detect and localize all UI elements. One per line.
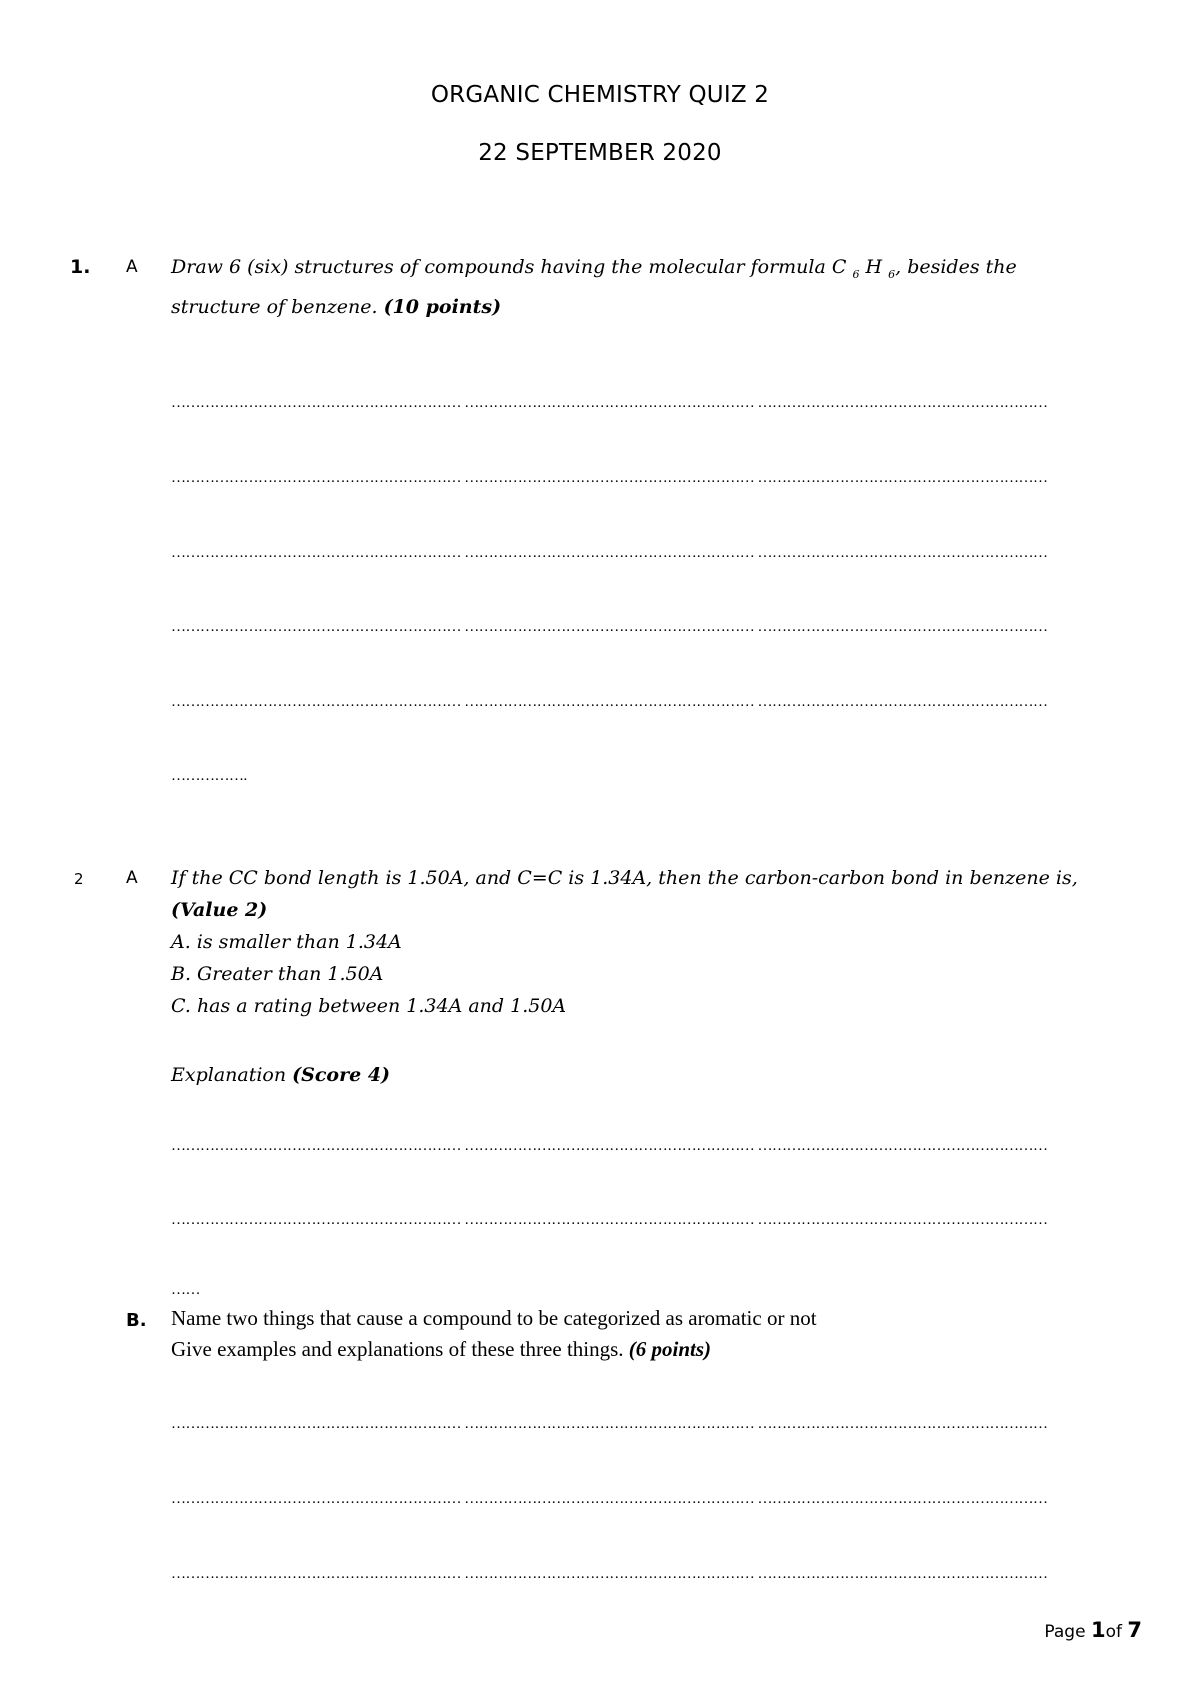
question-2b-part: B. — [126, 1310, 147, 1331]
question-2-part: A — [126, 868, 138, 888]
quiz-date: 22 SEPTEMBER 2020 — [478, 140, 722, 166]
formula-subscript-h: 6 — [888, 267, 896, 281]
page-of-label: of — [1105, 1622, 1122, 1642]
page-title: ORGANIC CHEMISTRY QUIZ 2 — [430, 82, 770, 108]
answer-line: …………………………………………………… …………………………………………………… …………………………………………………… — [171, 395, 1048, 411]
question-1-text-part1: Draw 6 (six) structures of compounds having the molecular formula C — [171, 256, 847, 278]
option-b: B. Greater than 1.50A — [171, 963, 384, 985]
answer-line-tail: …… — [171, 1282, 200, 1298]
formula-subscript-c: 6 — [852, 267, 860, 281]
answer-line: …………………………………………………… …………………………………………………… …………………………………………………… — [171, 545, 1048, 561]
question-2b-line1: Name two things that cause a compound to be categorized as aromatic or not — [171, 1306, 817, 1330]
question-2b-line2: Give examples and explanations of these three things. — [171, 1337, 624, 1361]
question-1-text-part2: , besides the — [895, 256, 1017, 278]
question-1-number: 1. — [70, 256, 91, 278]
answer-line: …………………………………………………… …………………………………………………… …………………………………………………… — [171, 619, 1048, 635]
answer-line: …………………………………………………… …………………………………………………… …………………………………………………… — [171, 1491, 1048, 1507]
answer-line: …………………………………………………… …………………………………………………… …………………………………………………… — [171, 1416, 1048, 1432]
answer-line-tail: ……………. — [171, 768, 247, 784]
page-total: 7 — [1127, 1618, 1142, 1642]
answer-line: …………………………………………………… …………………………………………………… …………………………………………………… — [171, 1212, 1048, 1228]
explanation-label: Explanation — [171, 1064, 287, 1086]
question-2-value: (Value 2) — [171, 899, 268, 921]
explanation-score: (Score 4) — [292, 1064, 391, 1086]
option-c: C. has a rating between 1.34A and 1.50A — [171, 995, 567, 1017]
formula-h: H — [865, 256, 883, 278]
question-2b-text — [171, 1303, 1111, 1365]
question-2-text — [171, 862, 1111, 1022]
question-1-text-line2: structure of benzene. — [171, 295, 378, 318]
option-a: A. is smaller than 1.34A — [171, 931, 402, 953]
page-footer — [1044, 1618, 1142, 1642]
explanation-heading — [171, 1059, 1111, 1091]
answer-line: …………………………………………………… …………………………………………………… …………………………………………………… — [171, 1566, 1048, 1582]
question-2-question: If the CC bond length is 1.50A, and C=C is 1.34A, then the carbon-carbon bond in benzene is, — [171, 867, 1078, 889]
answer-line: …………………………………………………… …………………………………………………… …………………………………………………… — [171, 1138, 1048, 1154]
answer-line: …………………………………………………… …………………………………………………… …………………………………………………… — [171, 470, 1048, 486]
question-1-points: (10 points) — [383, 295, 502, 318]
question-2b-points: (6 points) — [628, 1337, 712, 1361]
question-1-text — [171, 251, 1111, 323]
page-number: 1 — [1090, 1618, 1106, 1642]
answer-line: …………………………………………………… …………………………………………………… …………………………………………………… — [171, 694, 1048, 710]
page-label: Page — [1044, 1622, 1086, 1642]
question-2-number: 2 — [74, 870, 84, 888]
question-1-part: A — [126, 257, 138, 277]
